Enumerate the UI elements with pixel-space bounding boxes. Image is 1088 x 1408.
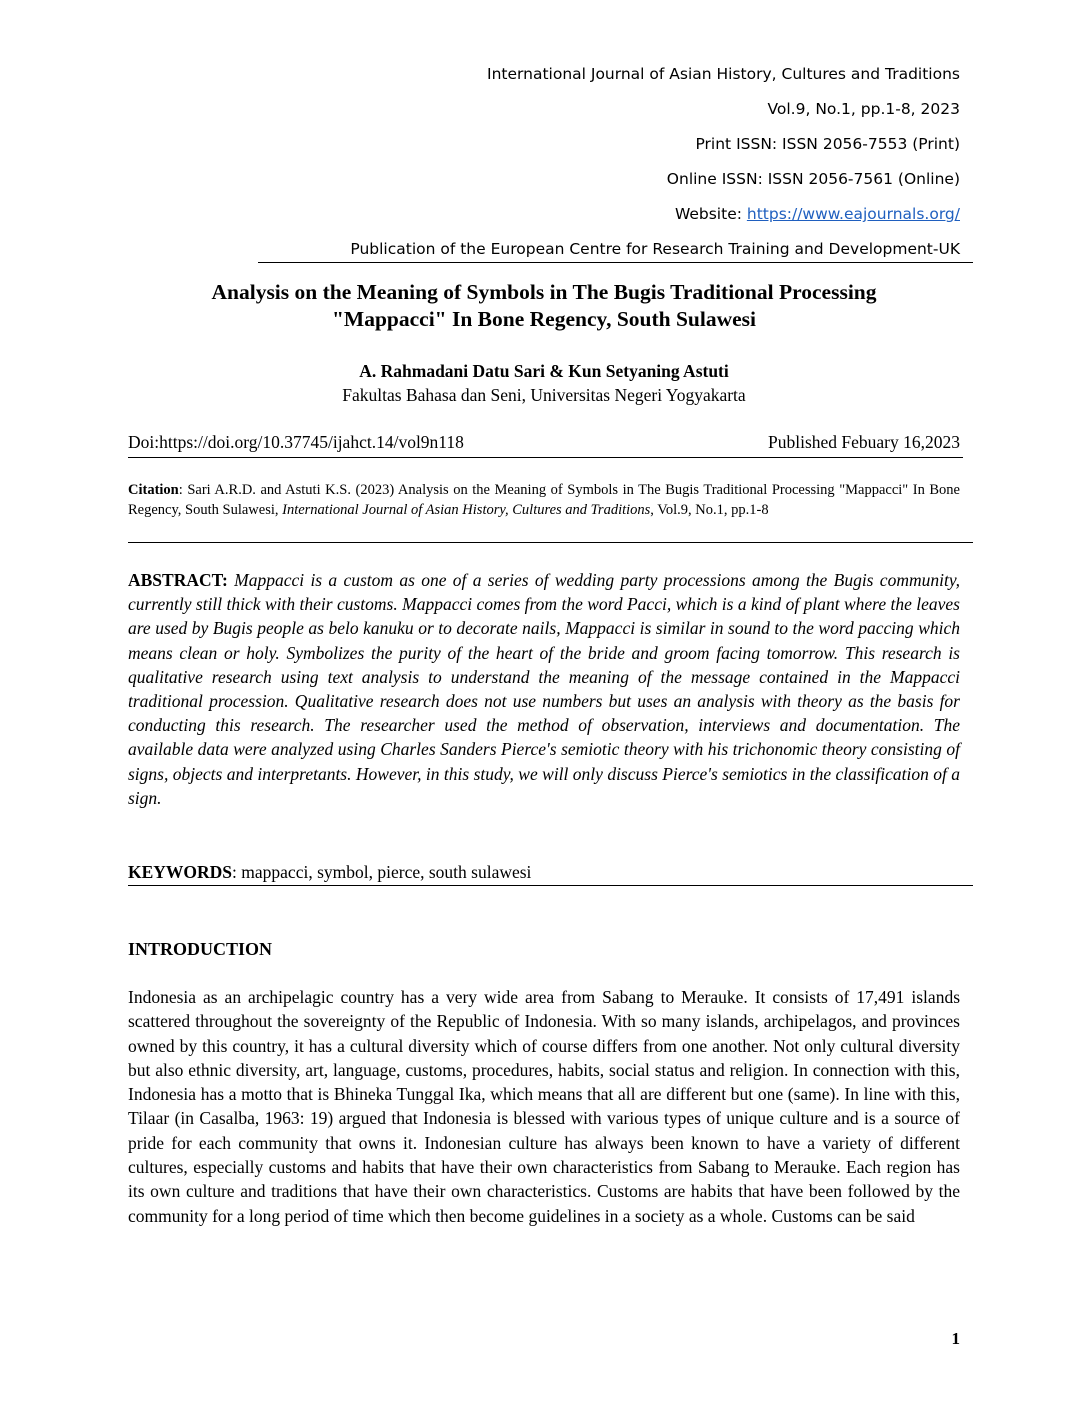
doi: Doi:https://doi.org/10.37745/ijahct.14/vol9n118 [128, 432, 464, 452]
citation-label: Citation [128, 482, 179, 498]
citation-rule [128, 542, 973, 543]
page-number: 1 [951, 1329, 960, 1348]
online-issn: Online ISSN: ISSN 2056-7561 (Online) [666, 170, 960, 188]
print-issn: Print ISSN: ISSN 2056-7553 (Print) [695, 135, 960, 153]
introduction-paragraph: Indonesia as an archipelagic country has a very wide area from Sabang to Merauke. It consists of 17,491 islands scattered throughout the sovereignty of the Republic of Indonesia. With so many islands, archipelagos, and provinces owned by this country, it has a cultural diversity which of course differs from one another. Not only cultural diversity but also ethnic diversity, art, language, customs, procedures, habits, social status and religion. In connection with this, Indonesia has a motto that is Bhineka Tunggal Ika, which means that all are different but one (same). In line with this, Tilaar (in Casalba, 1963: 19) argued that Indonesia is blessed with various types of unique culture and is a source of pride for each community that owns it. Indonesian culture has always been known to have a variety of different cultures, especially customs and habits that have their own characteristics from Sabang to Merauke. Each region has its own culture and traditions that have their own characteristics. Customs are habits that have been followed by the community for a long period of time which then become guidelines in a society as a whole. Customs can be said [128, 987, 960, 1226]
published-date: Published Febuary 16,2023 [767, 432, 960, 452]
journal-name: International Journal of Asian History, Cultures and Traditions [487, 65, 960, 83]
paper-title [128, 279, 960, 333]
citation [128, 481, 960, 520]
website-label: Website: [674, 205, 747, 223]
abstract-label: ABSTRACT: [128, 570, 228, 590]
publisher-rule [258, 262, 973, 263]
title-line-2: "Mappacci" In Bone Regency, South Sulawesi [331, 307, 757, 331]
volume-info: Vol.9, No.1, pp.1-8, 2023 [767, 100, 960, 118]
citation-journal: International Journal of Asian History, Cultures and Traditions [282, 501, 651, 518]
abstract-text: Mappacci is a custom as one of a series of wedding party processions among the Bugis community, currently still thick with their customs. Mappacci comes from the word Pacci, which is a kind of plant where the leaves are used by Bugis people as belo kanuku or to decorate nails, Mappacci is similar in sound to the word paccing which means clean or holy. Symbolizes the purity of the heart of the bride and groom facing tomorrow. This research is qualitative research using text analysis to understand the meaning of the message contained in the Mappacci traditional procession. Qualitative research does not use numbers but uses an analysis with theory as the basis for conducting this research. The researcher used the method of observation, interviews and documentation. The available data were analyzed using Charles Sanders Pierce's semiotic theory with his trichonomic theory consisting of signs, objects and interpretants. However, in this study, we will only discuss Pierce's semiotics in the classification of a sign. [128, 570, 960, 808]
website-line [675, 205, 960, 223]
citation-end: , Vol.9, No.1, pp.1-8 [650, 501, 769, 518]
abstract [128, 568, 960, 810]
doi-line [128, 430, 960, 454]
publisher-line: Publication of the European Centre for Research Training and Development-UK [350, 240, 960, 258]
affiliation: Fakultas Bahasa dan Seni, Universitas Negeri Yogyakarta [342, 385, 746, 405]
doi-rule [128, 457, 963, 458]
title-line-1: Analysis on the Meaning of Symbols in The Bugis Traditional Processing [211, 280, 877, 304]
section-heading-introduction: INTRODUCTION [128, 939, 273, 959]
website-link[interactable]: https://www.eajournals.org/ [746, 205, 960, 223]
keywords-text: : mappacci, symbol, pierce, south sulawesi [232, 862, 532, 882]
keywords-label: KEYWORDS [128, 862, 233, 882]
authors: A. Rahmadani Datu Sari & Kun Setyaning Astuti [359, 361, 729, 381]
keywords [128, 860, 960, 884]
citation-text: : Sari A.R.D. and Astuti K.S. (2023) Analysis on the Meaning of Symbols in The Bugis Traditional Processing "Mappacci" In Bone Regency, South Sulawesi, [128, 482, 960, 518]
keywords-rule [128, 885, 973, 886]
